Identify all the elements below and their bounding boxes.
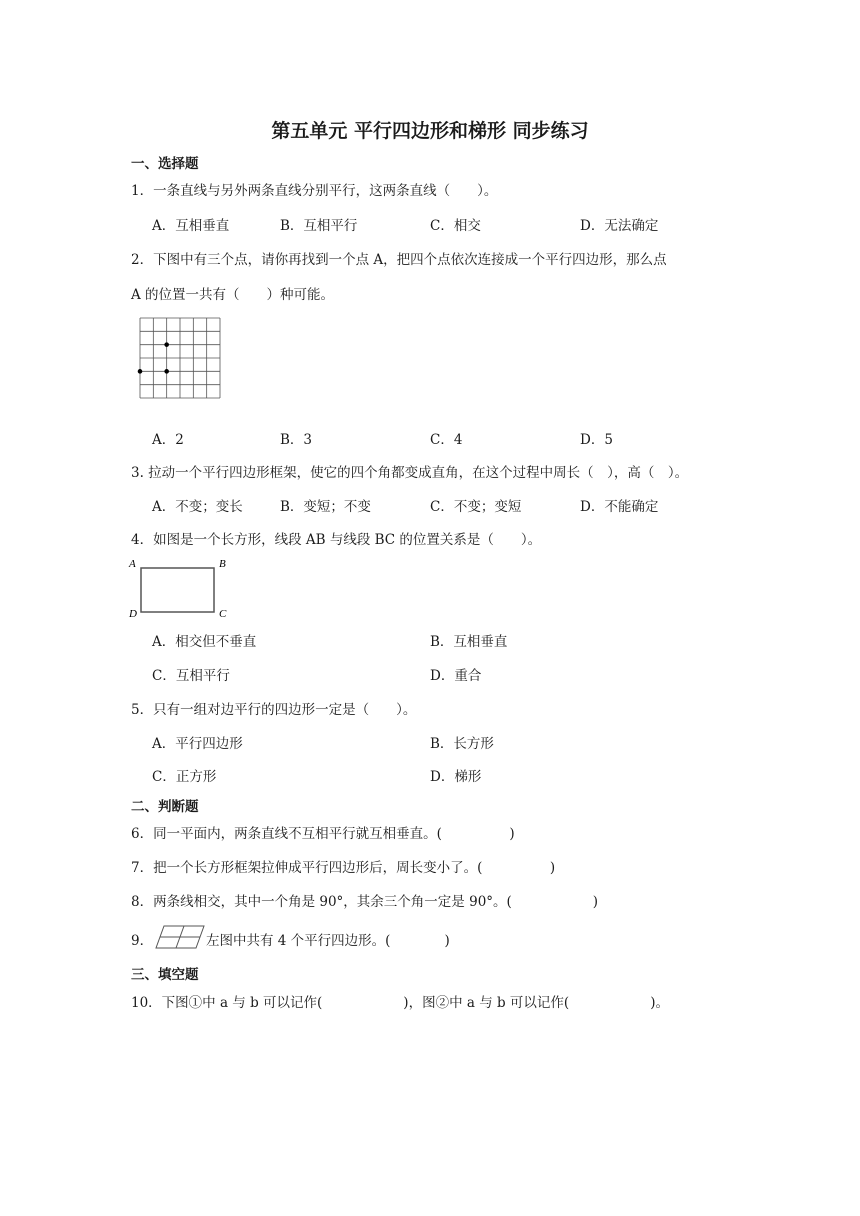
vertex-label-c: C — [219, 608, 227, 620]
vertex-label-d: D — [129, 608, 137, 620]
q5-option-b: B．长方形 — [430, 736, 494, 752]
q4-option-a: A．相交但不垂直 — [152, 634, 257, 650]
question-10-text: 10．下图①中 a 与 b 可以记作( )，图②中 a 与 b 可以记作( )。 — [131, 995, 669, 1011]
q2-option-a: A．2 — [152, 432, 184, 448]
q4-option-d: D．重合 — [430, 668, 482, 684]
q1-option-b: B．互相平行 — [280, 218, 358, 234]
question-9-number: 9． — [131, 933, 154, 949]
q2-option-b: B．3 — [280, 432, 313, 448]
question-2-line1: 2．下图中有三个点，请你再找到一个点 A，把四个点依次连接成一个平行四边形，那么点 — [131, 252, 667, 268]
question-3-text: 3. 拉动一个平行四边形框架，使它的四个角都变成直角，在这个过程中周长（ ），高（ ）。 — [131, 465, 689, 481]
q5-option-a: A．平行四边形 — [152, 736, 243, 752]
grid-point-2 — [138, 369, 143, 374]
q2-option-d: D．5 — [580, 432, 613, 448]
q1-option-a: A．互相垂直 — [152, 218, 230, 234]
question-2-line2: A 的位置一共有（ ）种可能。 — [131, 287, 335, 303]
q2-option-c: C．4 — [430, 432, 463, 448]
section-heading-choice: 一、选择题 — [131, 156, 199, 172]
q1-option-c: C．相交 — [430, 218, 481, 234]
section-heading-judgement: 二、判断题 — [131, 799, 199, 815]
parallelogram-figure — [154, 922, 206, 952]
q3-option-c: C．不变；变短 — [430, 499, 522, 515]
grid-point-3 — [164, 369, 169, 374]
q5-option-c: C．正方形 — [152, 769, 217, 785]
rectangle-abcd-figure — [128, 555, 238, 621]
grid-point-1 — [164, 342, 169, 347]
q5-option-d: D．梯形 — [430, 769, 482, 785]
q3-option-a: A．不变；变长 — [152, 499, 243, 515]
dot-grid-figure — [136, 314, 226, 404]
question-1-text: 1．一条直线与另外两条直线分别平行，这两条直线（ ）。 — [131, 183, 498, 199]
question-5-text: 5．只有一组对边平行的四边形一定是（ ）。 — [131, 702, 417, 718]
question-8-text: 8．两条线相交，其中一个角是 90°，其余三个角一定是 90°。( ) — [131, 894, 599, 910]
section-heading-fill-blank: 三、填空题 — [131, 967, 199, 983]
rectangle — [141, 568, 214, 612]
question-4-text: 4．如图是一个长方形，线段 AB 与线段 BC 的位置关系是（ ）。 — [131, 532, 542, 548]
question-7-text: 7．把一个长方形框架拉伸成平行四边形后，周长变小了。( ) — [131, 860, 556, 876]
q3-option-d: D．不能确定 — [580, 499, 659, 515]
grid-lines — [140, 318, 220, 398]
question-9-text: 左图中共有 4 个平行四边形。( ) — [206, 933, 450, 949]
q4-option-b: B．互相垂直 — [430, 634, 508, 650]
q3-option-b: B．变短；不变 — [280, 499, 371, 515]
question-6-text: 6．同一平面内，两条直线不互相平行就互相垂直。( ) — [131, 826, 515, 842]
vertex-label-b: B — [219, 558, 226, 570]
q1-option-d: D．无法确定 — [580, 218, 659, 234]
q4-option-c: C．互相平行 — [152, 668, 230, 684]
vertex-label-a: A — [129, 558, 136, 570]
page-title: 第五单元 平行四边形和梯形 同步练习 — [271, 120, 589, 142]
